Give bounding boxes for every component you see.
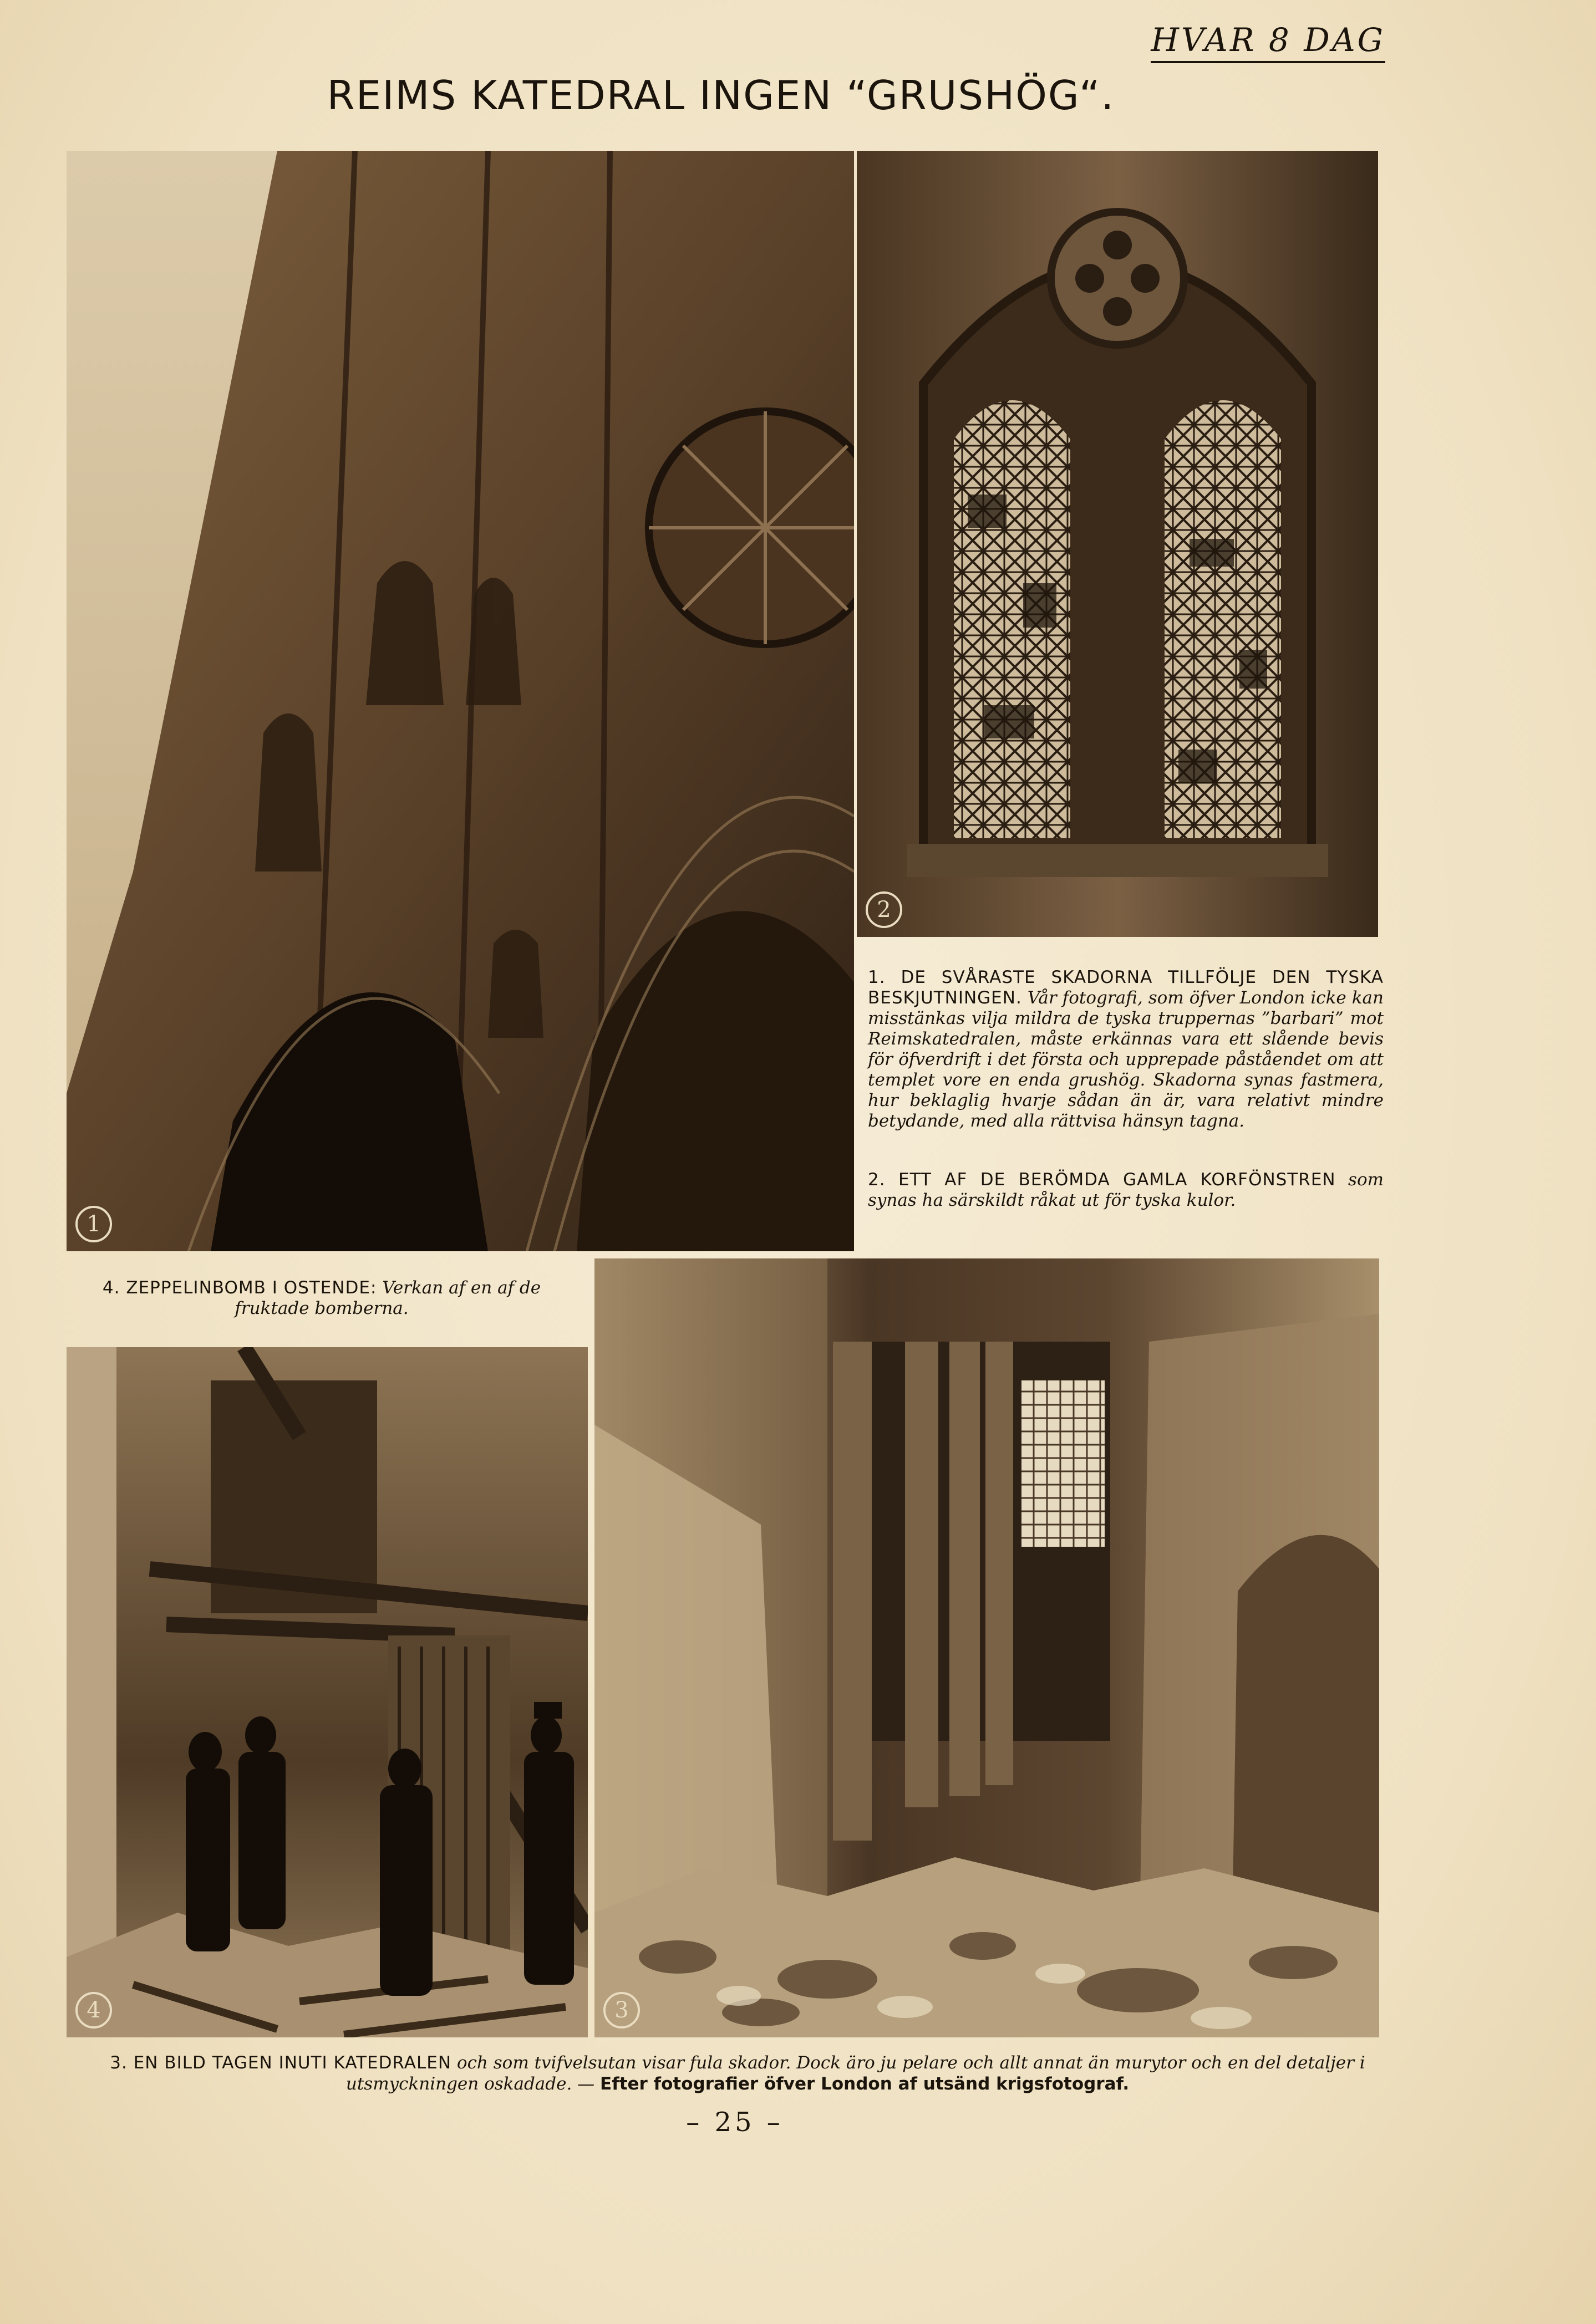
caption-photo-3: 3. EN BILD TAGEN INUTI KATEDRALEN och som tvifvelsutan visar fula skador. Dock äro ju pelare och allt annat än murytor och en del detaljer i utsmyckningen oskadade. — Efter fotografier öfver London af utsänd krigsfotograf. — [110, 2053, 1365, 2094]
photo-cathedral-interior — [594, 1258, 1379, 2037]
caption-photo-1: 1. DE SVÅRASTE SKADORNA TILLFÖLJE DEN TYSKA BESKJUTNINGEN. Vår fotografi, som öfver London icke kan misstänkas vilja mildra de tyska truppernas ”barbari” mot Reimskatedralen, måste erkännas vara ett slående bevis för öfverdrift i det första och upprepade påståendet om att templet vore en enda grushög. Skadorna synas fastmera, hur beklaglig hvarje sådan än är, vara relativt mindre betydande, med alla rättvisa hänsyn tagna. — [868, 967, 1384, 1131]
photo-number-badge: 4 — [75, 1992, 112, 2029]
page-title: REIMS KATEDRAL INGEN “GRUSHÖG“. — [327, 72, 1115, 119]
photo-number-badge: 3 — [603, 1992, 640, 2029]
photo-number-badge: 2 — [866, 891, 902, 928]
caption-photo-2: 2. ETT AF DE BERÖMDA GAMLA KORFÖNSTREN som synas ha särskildt råkat ut för tyska kulor. — [868, 1170, 1384, 1210]
caption-photo-4: 4. ZEPPELINBOMB I OSTENDE: Verkan af en af de fruktade bomberna. — [102, 1278, 541, 1318]
photo-zeppelin-bomb-ostende — [67, 1347, 588, 2037]
page-number: – 25 – — [686, 2107, 784, 2138]
photo-choir-window — [857, 151, 1378, 937]
masthead: HVAR 8 DAG — [1151, 21, 1385, 63]
photo-number-badge: 1 — [75, 1206, 112, 1242]
photo-cathedral-facade — [67, 151, 854, 1251]
